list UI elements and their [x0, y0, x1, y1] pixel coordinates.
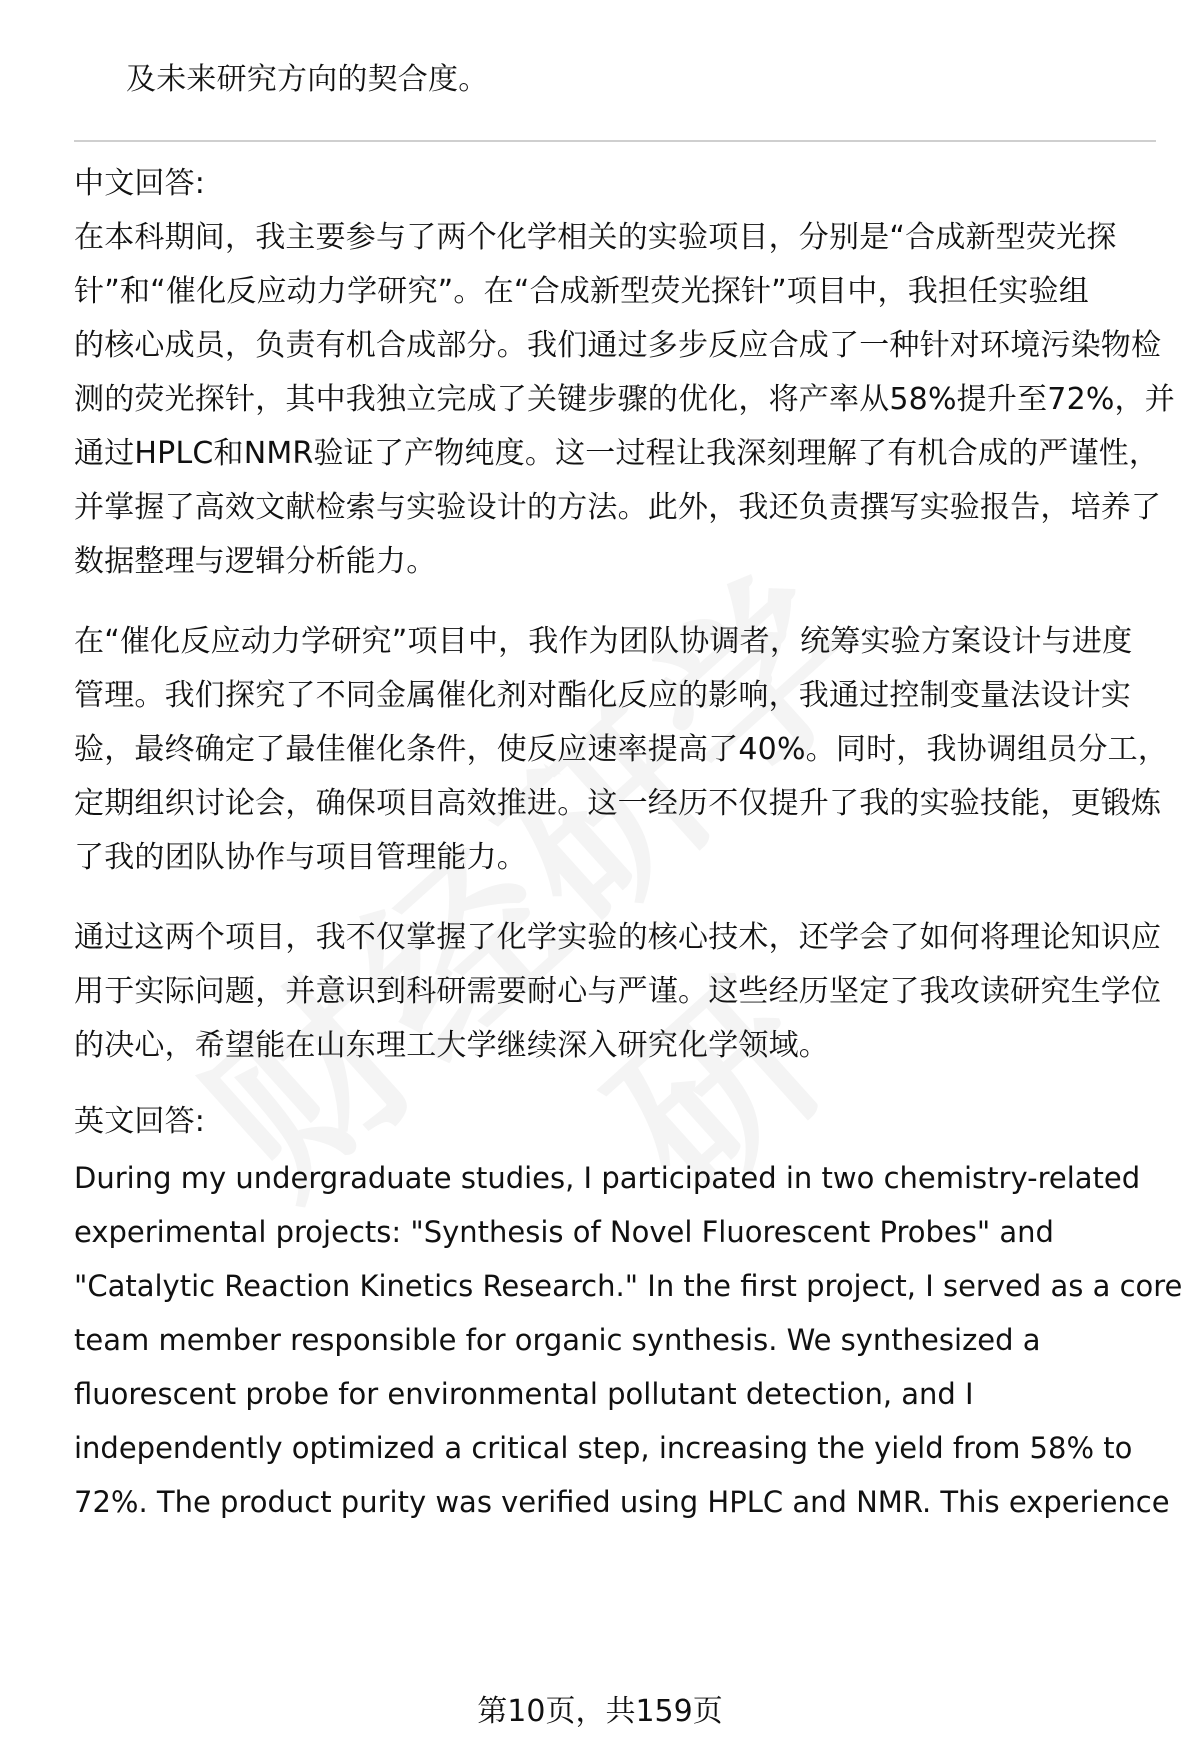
chinese-paragraph-line: 用于实际问题，并意识到科研需要耐心与严谨。这些经历坚定了我攻读研究生学位 [74, 974, 1162, 1009]
page-number-footer: 第10页，共159页 [477, 1694, 723, 1729]
chinese-paragraph-line: 并掌握了高效文献检索与实验设计的方法。此外，我还负责撰写实验报告，培养了 [74, 490, 1162, 525]
english-paragraph-line: fluorescent probe for environmental pollutant detection, and I [74, 1377, 974, 1411]
english-paragraph-line: 72%. The product purity was verified using HPLC and NMR. This experience [74, 1485, 1170, 1519]
chinese-paragraph-line: 验，最终确定了最佳催化条件，使反应速率提高了40%。同时，我协调组员分工， [74, 732, 1169, 767]
english-paragraph-line: "Catalytic Reaction Kinetics Research." In the first project, I served as a core [74, 1269, 1183, 1303]
chinese-paragraph-line: 数据整理与逻辑分析能力。 [74, 544, 437, 579]
chinese-paragraph-line: 在“催化反应动力学研究”项目中，我作为团队协调者，统筹实验方案设计与进度 [74, 624, 1133, 659]
english-paragraph-line: experimental projects: "Synthesis of Novel Fluorescent Probes" and [74, 1215, 1054, 1249]
english-paragraph-line: team member responsible for organic synthesis. We synthesized a [74, 1323, 1041, 1357]
chinese-paragraph-line: 了我的团队协作与项目管理能力。 [74, 840, 527, 875]
chinese-paragraph-line: 测的荧光探针，其中我独立完成了关键步骤的优化，将产率从58%提升至72%，并 [74, 382, 1175, 417]
english-paragraph-line: independently optimized a critical step, increasing the yield from 58% to [74, 1431, 1133, 1465]
chinese-paragraph-line: 的核心成员，负责有机合成部分。我们通过多步反应合成了一种针对环境污染物检 [74, 328, 1162, 363]
intro-line: 及未来研究方向的契合度。 [126, 62, 489, 97]
chinese-paragraph-line: 通过这两个项目，我不仅掌握了化学实验的核心技术，还学会了如何将理论知识应 [74, 920, 1162, 955]
divider [74, 140, 1156, 142]
chinese-paragraph-line: 针”和“催化反应动力学研究”。在“合成新型荧光探针”项目中，我担任实验组 [74, 274, 1089, 309]
chinese-paragraph-line: 通过HPLC和NMR验证了产物纯度。这一过程让我深刻理解了有机合成的严谨性， [74, 436, 1160, 471]
english-paragraph-line: During my undergraduate studies, I participated in two chemistry-related [74, 1161, 1141, 1195]
chinese-answer-label: 中文回答: [74, 166, 206, 201]
chinese-paragraph-line: 管理。我们探究了不同金属催化剂对酯化反应的影响，我通过控制变量法设计实 [74, 678, 1131, 713]
chinese-paragraph-line: 的决心，希望能在山东理工大学继续深入研究化学领域。 [74, 1028, 829, 1063]
chinese-paragraph-line: 在本科期间，我主要参与了两个化学相关的实验项目，分别是“合成新型荧光探 [74, 220, 1117, 255]
chinese-paragraph-line: 定期组织讨论会，确保项目高效推进。这一经历不仅提升了我的实验技能，更锻炼 [74, 786, 1162, 821]
english-answer-label: 英文回答: [74, 1104, 206, 1139]
